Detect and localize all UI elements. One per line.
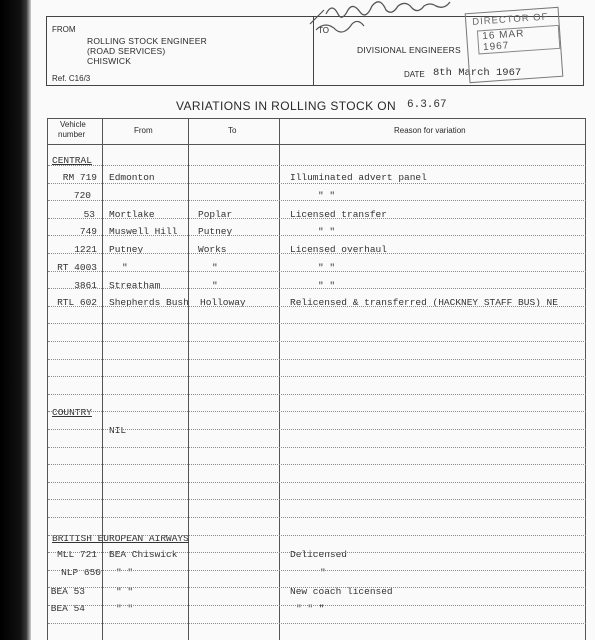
- ruled-line: [48, 429, 586, 430]
- table-right-border: [585, 119, 586, 640]
- table-top-border: [47, 118, 586, 119]
- row-6-from: ": [122, 262, 128, 273]
- ruled-line: [48, 623, 586, 624]
- bea-row-1-from: BEA Chiswick: [109, 549, 178, 560]
- row-5-vehicle: 1221: [74, 244, 97, 255]
- bea-row-3-reason: New coach licensed: [290, 586, 393, 597]
- ruled-line: [48, 552, 586, 553]
- section-central: CENTRAL: [52, 155, 92, 166]
- bea-row-2-from: " ": [116, 567, 134, 578]
- ruled-line: [48, 359, 586, 360]
- bea-row-4-from: " ": [116, 603, 134, 614]
- ruled-line: [48, 183, 586, 184]
- ruled-line: [48, 218, 586, 219]
- header-reason: Reason for variation: [394, 126, 466, 135]
- row-2-reason: " ": [318, 190, 336, 201]
- row-8-to: Holloway: [200, 297, 246, 308]
- row-1-vehicle: RM 719: [62, 172, 97, 183]
- ruled-line: [48, 411, 586, 412]
- ruled-line: [48, 200, 586, 201]
- row-6-to: ": [212, 262, 218, 273]
- row-6-vehicle: RT 4003: [57, 262, 97, 273]
- table-left-border: [47, 119, 48, 640]
- column-divider-from: [102, 119, 103, 640]
- header-from: From: [134, 126, 153, 135]
- document-title: VARIATIONS IN ROLLING STOCK ON: [176, 99, 397, 113]
- row-3-reason: Licensed transfer: [290, 209, 387, 220]
- row-6-reason: " ": [318, 262, 336, 273]
- row-2-vehicle: 720: [73, 190, 91, 201]
- ruled-line: [48, 587, 586, 588]
- ruled-line: [48, 271, 586, 272]
- row-4-vehicle: 749: [79, 226, 97, 237]
- handwritten-annotation: [306, 0, 486, 36]
- bea-row-3-vehicle: BEA 53: [50, 586, 85, 597]
- reference-number: Ref. C16/3: [52, 74, 91, 83]
- from-line-3: CHISWICK: [87, 56, 132, 66]
- stamp-line-1: DIRECTOR OF: [471, 11, 549, 28]
- row-7-reason: " ": [318, 280, 336, 291]
- ruled-line: [48, 570, 586, 571]
- from-line-2: (ROAD SERVICES): [87, 46, 166, 56]
- bea-row-2-vehicle: NLP 650: [61, 567, 101, 578]
- date-value: 8th March 1967: [433, 67, 522, 79]
- ruled-line: [48, 165, 586, 166]
- binding-edge: [0, 0, 31, 640]
- row-5-from: Putney: [109, 244, 144, 255]
- ruled-line: [48, 394, 586, 395]
- ruled-line: [48, 517, 586, 518]
- from-line-1: ROLLING STOCK ENGINEER: [87, 36, 207, 46]
- row-8-vehicle: RTL 602: [57, 297, 97, 308]
- row-5-to: Works: [198, 244, 227, 255]
- row-3-vehicle: 53: [83, 209, 95, 220]
- from-label: FROM: [52, 25, 76, 34]
- country-row-from: NIL: [109, 425, 127, 436]
- section-country: COUNTRY: [52, 407, 92, 418]
- ruled-line: [48, 341, 586, 342]
- ruled-line: [48, 323, 586, 324]
- row-4-reason: " ": [318, 226, 336, 237]
- received-stamp: [465, 7, 564, 83]
- bea-row-1-reason: Delicensed: [290, 549, 348, 560]
- row-3-from: Mortlake: [109, 209, 155, 220]
- ruled-line: [48, 447, 586, 448]
- header-vehicle: Vehicle: [60, 120, 86, 129]
- row-5-reason: Licensed overhaul: [290, 244, 387, 255]
- row-1-reason: Illuminated advert panel: [290, 172, 427, 183]
- bea-row-4-vehicle: BEA 54: [50, 603, 85, 614]
- header-number: number: [58, 130, 86, 139]
- ruled-line: [48, 288, 586, 289]
- column-divider-to: [188, 119, 189, 640]
- ruled-line: [48, 605, 586, 606]
- row-7-to: ": [212, 280, 218, 291]
- row-8-from: Shepherds Bush: [109, 297, 189, 308]
- ruled-line: [48, 482, 586, 483]
- row-3-to: Poplar: [198, 209, 233, 220]
- section-bea: BRITISH EUROPEAN AIRWAYS: [52, 533, 189, 544]
- ruled-line: [48, 535, 586, 536]
- ruled-line: [48, 464, 586, 465]
- row-4-from: Muswell Hill: [109, 226, 178, 237]
- to-label: TO: [318, 26, 329, 35]
- ruled-line: [48, 499, 586, 500]
- ruled-line: [48, 253, 586, 254]
- row-4-to: Putney: [198, 226, 233, 237]
- document-sheet: [31, 0, 595, 640]
- ruled-line: [48, 306, 586, 307]
- stamp-date: 16 MAR 1967: [477, 25, 560, 55]
- row-7-vehicle: 3861: [74, 280, 97, 291]
- to-value: DIVISIONAL ENGINEERS: [357, 45, 461, 55]
- date-label: DATE: [404, 70, 425, 79]
- bea-row-1-vehicle: MLL 721: [57, 549, 97, 560]
- row-1-from: Edmonton: [109, 172, 155, 183]
- ruled-line: [48, 376, 586, 377]
- row-7-from: Streatham: [109, 280, 161, 291]
- bea-row-2-reason: ": [320, 567, 326, 578]
- column-divider-reason: [279, 119, 280, 640]
- title-date: 6.3.67: [407, 99, 447, 111]
- row-8-reason: Relicensed & transferred (HACKNEY STAFF BUS) NE: [290, 297, 558, 308]
- header-to: To: [228, 126, 237, 135]
- table-header-border: [47, 144, 586, 145]
- bea-row-3-from: " ": [116, 586, 134, 597]
- ruled-line: [48, 235, 586, 236]
- bea-row-4-reason: " " ": [296, 603, 325, 614]
